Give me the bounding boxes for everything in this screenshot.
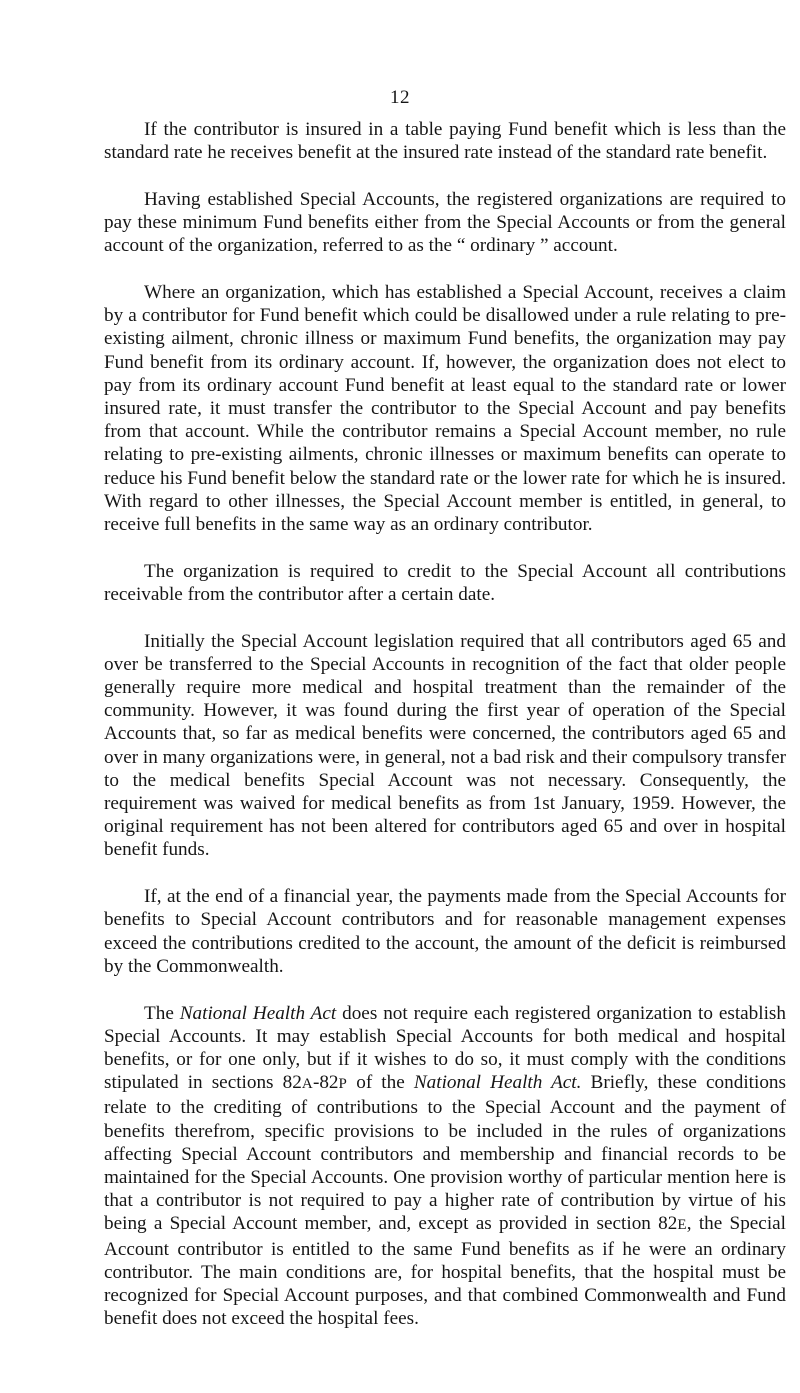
body-text [104,118,786,1330]
paragraph-special-accounts-established: Having established Special Accounts, the registered organizations are required to pay these minimum Fund benefits either from the Special Accounts or from the general account of the organization, referred to as the “ ordinary ” account. [104,188,786,257]
text-run: of the [347,1072,414,1094]
paragraph-deficit-reimbursement: If, at the end of a financial year, the payments made from the Special Accounts for benefits to Special Account contributors and for reasonable management expenses exceed the contributions credited to the account, the amount of the deficit is reimbursed by the Commonwealth. [104,886,786,977]
section-letter: E [677,1217,687,1234]
text-run: does not require each registered organization to establish Special Accounts. It may establish Special Accounts for both medical and hospital benefits, or for one only, but if it wishes to do so, it must comply with the conditions stipulated in sections 82 [104,1002,786,1094]
section-letter: P [338,1076,348,1093]
section-letter: A [301,1076,313,1093]
text-run: -82 [312,1072,339,1094]
paragraph-insured-rate: If the contributor is insured in a table paying Fund benefit which is less than the standard rate he receives benefit at the insured rate instead of the standard rate benefit. [104,119,786,164]
act-title: National Health Act. [413,1072,582,1094]
page-number: 12 [390,87,410,108]
text-run: , the Special Account contributor is entitled to the same Fund benefits as if he were an ordinary contributor. The main conditions are, for hospital benefits, that the hospital must be recognized for Special Account purposes, and that combined Commonwealth and Fund benefit does not exceed the hospital fees. [104,1213,786,1330]
paragraph-national-health-act [104,1002,786,1331]
text-run: The [144,1002,180,1024]
paragraph-initial-legislation: Initially the Special Account legislation required that all contributors aged 65 and over be transferred to the Special Accounts in recognition of the fact that older people generally require more medical and hospital treatment than the remainder of the community. However, it was found during the first year of operation of the Special Accounts that, so far as medical benefits were concerned, the contributors aged 65 and over in many organizations were, in general, not a bad risk and their compulsory transfer to the medical benefits Special Account was not necessary. Consequently, the requirement was waived for medical benefits as from 1st January, 1959. However, the original requirement has not been altered for contributors aged 65 and over in hospital benefit funds. [104,630,786,861]
paragraph-claim-handling: Where an organization, which has established a Special Account, receives a claim by a contributor for Fund benefit which could be disallowed under a rule relating to pre-existing ailment, chronic illness or maximum Fund benefits, the organization may pay Fund benefit from its ordinary account. If, however, the organization does not elect to pay from its ordinary account Fund benefit at least equal to the standard rate or lower insured rate, it must transfer the contributor to the Special Account and pay benefits from that account. While the contributor remains a Special Account member, no rule relating to pre-existing ailments, chronic illnesses or maximum benefits can operate to reduce his Fund benefit below the standard rate or the lower rate for which he is insured. With regard to other illnesses, the Special Account member is entitled, in general, to receive full benefits in the same way as an ordinary contributor. [104,282,786,536]
act-title: National Health Act [179,1002,337,1024]
text-run: Briefly, these conditions relate to the crediting of contributions to the Special Account and the payment of benefits therefrom, specific provisions to be included in the rules of organizations affecting Special Account contributors and membership and financial records to be maintained for the Special Accounts. One provision worthy of particular mention here is that a contributor is not required to pay a higher rate of contribution by virtue of his being a Special Account member, and, except as provided in section 82 [104,1072,786,1235]
paragraph-credit-contributions: The organization is required to credit to the Special Account all contributions receivable from the contributor after a certain date. [104,560,786,605]
